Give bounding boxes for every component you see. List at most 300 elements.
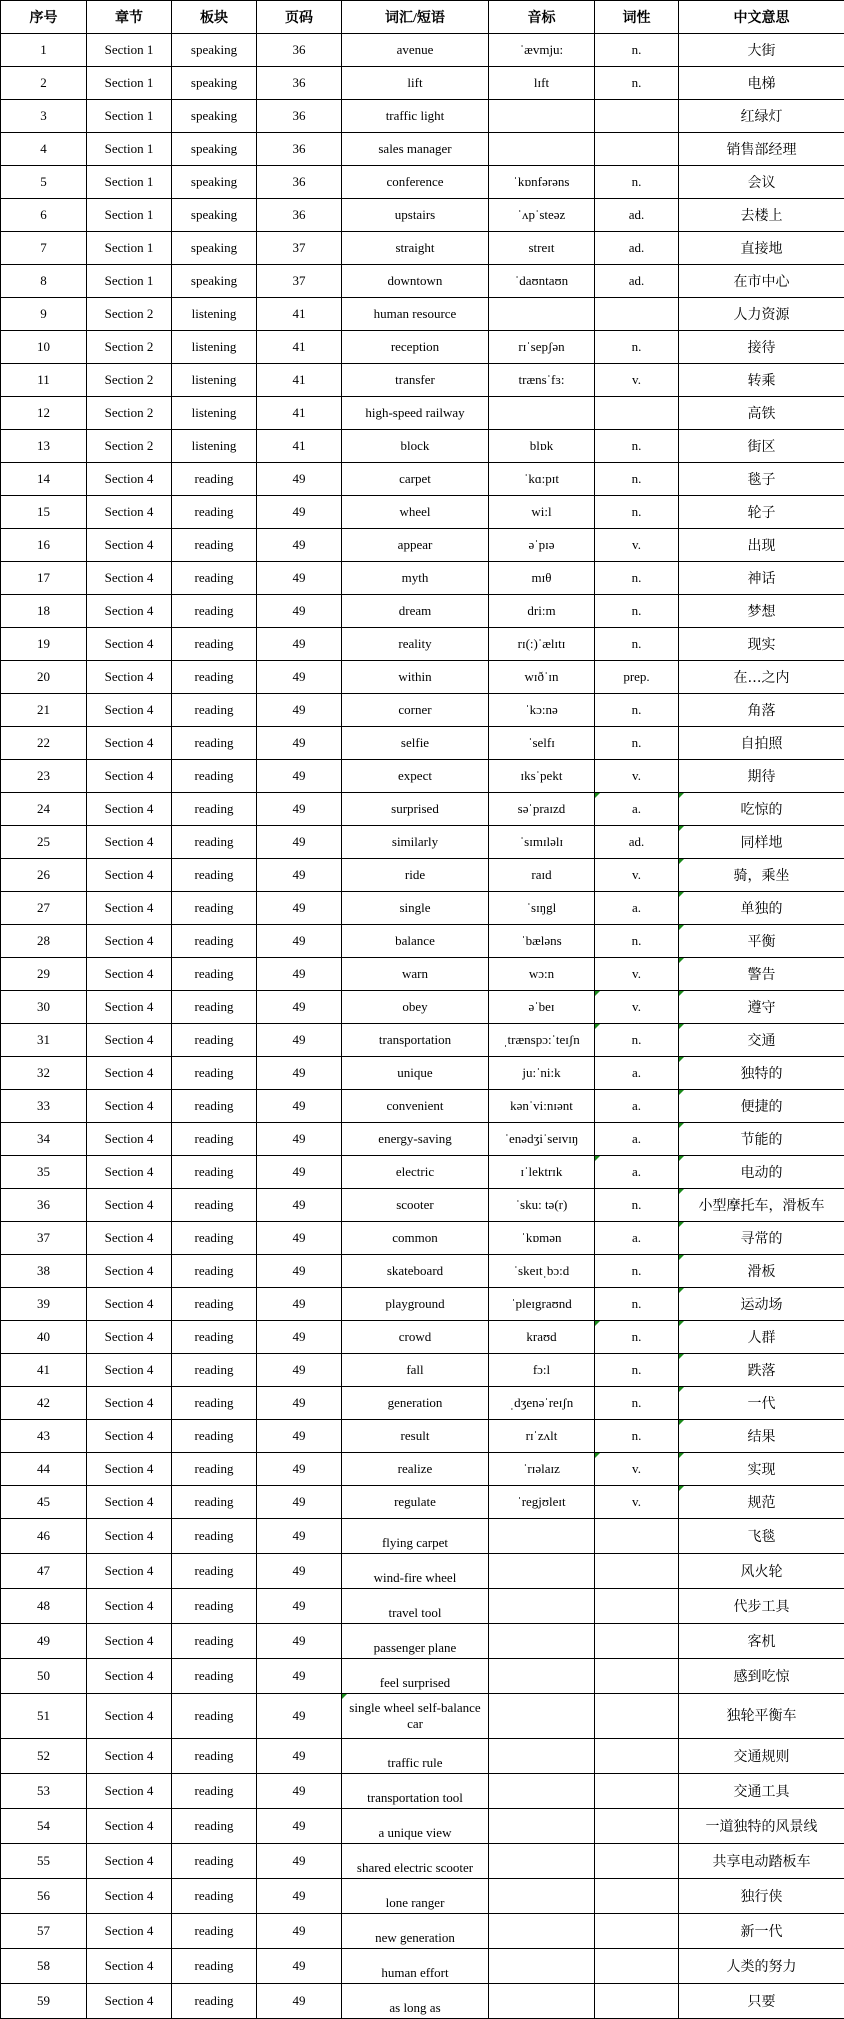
cell-section[interactable]: reading [172, 1156, 257, 1189]
cell-chapter[interactable]: Section 2 [87, 298, 172, 331]
cell-word[interactable]: similarly [342, 826, 489, 859]
cell-index[interactable]: 56 [1, 1879, 87, 1914]
cell-phonetic[interactable]: ˈsku: tə(r) [489, 1189, 595, 1222]
cell-part-of-speech[interactable] [595, 1589, 679, 1624]
cell-section[interactable]: reading [172, 1519, 257, 1554]
cell-chapter[interactable]: Section 4 [87, 1189, 172, 1222]
cell-word[interactable]: conference [342, 166, 489, 199]
cell-page[interactable]: 41 [257, 364, 342, 397]
cell-word[interactable]: common [342, 1222, 489, 1255]
cell-page[interactable]: 49 [257, 1387, 342, 1420]
cell-index[interactable]: 49 [1, 1624, 87, 1659]
cell-phonetic[interactable]: ɪˈlektrɪk [489, 1156, 595, 1189]
cell-chapter[interactable]: Section 4 [87, 1288, 172, 1321]
cell-page[interactable]: 49 [257, 1057, 342, 1090]
cell-section[interactable]: reading [172, 1024, 257, 1057]
cell-chinese-meaning[interactable]: 转乘 [679, 364, 844, 397]
cell-index[interactable]: 20 [1, 661, 87, 694]
cell-page[interactable]: 49 [257, 1519, 342, 1554]
cell-section[interactable]: reading [172, 1624, 257, 1659]
cell-word[interactable]: avenue [342, 34, 489, 67]
cell-page[interactable]: 49 [257, 496, 342, 529]
cell-part-of-speech[interactable] [595, 1694, 679, 1739]
cell-part-of-speech[interactable]: v. [595, 859, 679, 892]
cell-word[interactable]: high-speed railway [342, 397, 489, 430]
cell-section[interactable]: reading [172, 1486, 257, 1519]
cell-index[interactable]: 51 [1, 1694, 87, 1739]
cell-part-of-speech[interactable]: a. [595, 1222, 679, 1255]
cell-chinese-meaning[interactable]: 同样地 [679, 826, 844, 859]
cell-chinese-meaning[interactable]: 客机 [679, 1624, 844, 1659]
cell-phonetic[interactable] [489, 1519, 595, 1554]
cell-part-of-speech[interactable]: a. [595, 1123, 679, 1156]
cell-phonetic[interactable]: rɪ(:)ˈælɪtɪ [489, 628, 595, 661]
cell-page[interactable]: 36 [257, 133, 342, 166]
cell-section[interactable]: reading [172, 859, 257, 892]
cell-section[interactable]: reading [172, 628, 257, 661]
cell-chinese-meaning[interactable]: 结果 [679, 1420, 844, 1453]
cell-phonetic[interactable] [489, 1774, 595, 1809]
cell-part-of-speech[interactable] [595, 133, 679, 166]
cell-section[interactable]: reading [172, 1879, 257, 1914]
cell-part-of-speech[interactable]: n. [595, 1354, 679, 1387]
cell-page[interactable]: 36 [257, 199, 342, 232]
cell-chapter[interactable]: Section 1 [87, 265, 172, 298]
cell-page[interactable]: 49 [257, 1589, 342, 1624]
cell-chinese-meaning[interactable]: 街区 [679, 430, 844, 463]
cell-part-of-speech[interactable] [595, 1984, 679, 2019]
cell-section[interactable]: reading [172, 727, 257, 760]
cell-index[interactable]: 7 [1, 232, 87, 265]
cell-section[interactable]: speaking [172, 265, 257, 298]
cell-part-of-speech[interactable]: n. [595, 595, 679, 628]
cell-word[interactable]: warn [342, 958, 489, 991]
cell-chinese-meaning[interactable]: 平衡 [679, 925, 844, 958]
cell-phonetic[interactable]: ˈbæləns [489, 925, 595, 958]
cell-section[interactable]: listening [172, 298, 257, 331]
cell-phonetic[interactable]: ˈenədʒiˈseɪvɪŋ [489, 1123, 595, 1156]
cell-word[interactable]: realize [342, 1453, 489, 1486]
cell-index[interactable]: 14 [1, 463, 87, 496]
cell-page[interactable]: 49 [257, 1420, 342, 1453]
cell-chinese-meaning[interactable]: 人群 [679, 1321, 844, 1354]
cell-chapter[interactable]: Section 2 [87, 331, 172, 364]
cell-chapter[interactable]: Section 4 [87, 1739, 172, 1774]
cell-part-of-speech[interactable]: n. [595, 166, 679, 199]
cell-part-of-speech[interactable]: ad. [595, 199, 679, 232]
cell-chinese-meaning[interactable]: 吃惊的 [679, 793, 844, 826]
cell-chinese-meaning[interactable]: 运动场 [679, 1288, 844, 1321]
cell-phonetic[interactable]: ˌdʒenəˈreɪʃn [489, 1387, 595, 1420]
cell-phonetic[interactable] [489, 133, 595, 166]
cell-index[interactable]: 50 [1, 1659, 87, 1694]
cell-section[interactable]: reading [172, 1090, 257, 1123]
cell-word[interactable]: corner [342, 694, 489, 727]
cell-index[interactable]: 10 [1, 331, 87, 364]
cell-page[interactable]: 49 [257, 1739, 342, 1774]
cell-chinese-meaning[interactable]: 遵守 [679, 991, 844, 1024]
cell-chapter[interactable]: Section 4 [87, 1420, 172, 1453]
cell-chinese-meaning[interactable]: 角落 [679, 694, 844, 727]
cell-phonetic[interactable]: rɪˈzʌlt [489, 1420, 595, 1453]
cell-chinese-meaning[interactable]: 期待 [679, 760, 844, 793]
cell-chinese-meaning[interactable]: 小型摩托车，滑板车 [679, 1189, 844, 1222]
cell-chinese-meaning[interactable]: 代步工具 [679, 1589, 844, 1624]
cell-chinese-meaning[interactable]: 跌落 [679, 1354, 844, 1387]
cell-index[interactable]: 1 [1, 34, 87, 67]
cell-section[interactable]: reading [172, 694, 257, 727]
cell-phonetic[interactable]: blɒk [489, 430, 595, 463]
cell-word[interactable]: carpet [342, 463, 489, 496]
cell-page[interactable]: 49 [257, 1222, 342, 1255]
cell-chinese-meaning[interactable]: 独特的 [679, 1057, 844, 1090]
cell-part-of-speech[interactable] [595, 1879, 679, 1914]
cell-index[interactable]: 24 [1, 793, 87, 826]
cell-chinese-meaning[interactable]: 警告 [679, 958, 844, 991]
cell-part-of-speech[interactable]: n. [595, 562, 679, 595]
cell-index[interactable]: 4 [1, 133, 87, 166]
cell-index[interactable]: 12 [1, 397, 87, 430]
cell-section[interactable]: reading [172, 1354, 257, 1387]
cell-section[interactable]: reading [172, 1554, 257, 1589]
cell-word[interactable]: single wheel self-balance car [342, 1694, 489, 1739]
cell-page[interactable]: 49 [257, 529, 342, 562]
cell-word[interactable]: lift [342, 67, 489, 100]
cell-phonetic[interactable]: raɪd [489, 859, 595, 892]
cell-chapter[interactable]: Section 4 [87, 496, 172, 529]
cell-page[interactable]: 36 [257, 34, 342, 67]
cell-section[interactable]: reading [172, 1387, 257, 1420]
cell-chapter[interactable]: Section 4 [87, 1879, 172, 1914]
cell-index[interactable]: 40 [1, 1321, 87, 1354]
cell-word[interactable]: electric [342, 1156, 489, 1189]
cell-part-of-speech[interactable] [595, 1844, 679, 1879]
cell-index[interactable]: 38 [1, 1255, 87, 1288]
cell-phonetic[interactable]: mɪθ [489, 562, 595, 595]
cell-chapter[interactable]: Section 2 [87, 397, 172, 430]
cell-chinese-meaning[interactable]: 轮子 [679, 496, 844, 529]
cell-index[interactable]: 33 [1, 1090, 87, 1123]
cell-part-of-speech[interactable]: a. [595, 1156, 679, 1189]
cell-page[interactable]: 49 [257, 1624, 342, 1659]
cell-index[interactable]: 3 [1, 100, 87, 133]
cell-chapter[interactable]: Section 4 [87, 1321, 172, 1354]
cell-section[interactable]: reading [172, 892, 257, 925]
cell-chinese-meaning[interactable]: 神话 [679, 562, 844, 595]
cell-index[interactable]: 43 [1, 1420, 87, 1453]
cell-word[interactable]: new generation [342, 1914, 489, 1949]
cell-index[interactable]: 9 [1, 298, 87, 331]
cell-phonetic[interactable] [489, 1694, 595, 1739]
cell-page[interactable]: 36 [257, 67, 342, 100]
cell-word[interactable]: human resource [342, 298, 489, 331]
cell-part-of-speech[interactable]: a. [595, 1090, 679, 1123]
cell-word[interactable]: sales manager [342, 133, 489, 166]
cell-chapter[interactable]: Section 1 [87, 67, 172, 100]
cell-phonetic[interactable] [489, 1739, 595, 1774]
cell-chapter[interactable]: Section 4 [87, 562, 172, 595]
cell-word[interactable]: traffic light [342, 100, 489, 133]
cell-phonetic[interactable]: ˈkɒmən [489, 1222, 595, 1255]
cell-phonetic[interactable]: trænsˈfɜ: [489, 364, 595, 397]
cell-part-of-speech[interactable] [595, 397, 679, 430]
cell-chapter[interactable]: Section 4 [87, 628, 172, 661]
cell-chinese-meaning[interactable]: 接待 [679, 331, 844, 364]
cell-section[interactable]: reading [172, 562, 257, 595]
cell-page[interactable]: 49 [257, 562, 342, 595]
cell-chinese-meaning[interactable]: 骑，乘坐 [679, 859, 844, 892]
cell-page[interactable]: 49 [257, 463, 342, 496]
cell-chapter[interactable]: Section 4 [87, 1090, 172, 1123]
cell-phonetic[interactable] [489, 1659, 595, 1694]
cell-chapter[interactable]: Section 4 [87, 1453, 172, 1486]
cell-chinese-meaning[interactable]: 滑板 [679, 1255, 844, 1288]
cell-section[interactable]: reading [172, 595, 257, 628]
cell-page[interactable]: 49 [257, 661, 342, 694]
cell-index[interactable]: 36 [1, 1189, 87, 1222]
cell-chinese-meaning[interactable]: 感到吃惊 [679, 1659, 844, 1694]
cell-phonetic[interactable]: ˈsɪmɪləlɪ [489, 826, 595, 859]
cell-section[interactable]: reading [172, 1255, 257, 1288]
cell-chinese-meaning[interactable]: 出现 [679, 529, 844, 562]
cell-page[interactable]: 49 [257, 1809, 342, 1844]
cell-word[interactable]: downtown [342, 265, 489, 298]
cell-page[interactable]: 49 [257, 1156, 342, 1189]
cell-section[interactable]: reading [172, 1189, 257, 1222]
cell-phonetic[interactable]: ˈævmju: [489, 34, 595, 67]
cell-word[interactable]: generation [342, 1387, 489, 1420]
cell-part-of-speech[interactable]: n. [595, 1387, 679, 1420]
cell-index[interactable]: 39 [1, 1288, 87, 1321]
cell-page[interactable]: 49 [257, 793, 342, 826]
cell-section[interactable]: reading [172, 529, 257, 562]
cell-chinese-meaning[interactable]: 人类的努力 [679, 1949, 844, 1984]
cell-section[interactable]: reading [172, 1694, 257, 1739]
cell-phonetic[interactable]: ˌtrænspɔ:ˈteɪʃn [489, 1024, 595, 1057]
cell-word[interactable]: reception [342, 331, 489, 364]
cell-page[interactable]: 49 [257, 694, 342, 727]
cell-chapter[interactable]: Section 4 [87, 661, 172, 694]
cell-phonetic[interactable]: dri:m [489, 595, 595, 628]
cell-part-of-speech[interactable]: a. [595, 1057, 679, 1090]
cell-word[interactable]: regulate [342, 1486, 489, 1519]
cell-chinese-meaning[interactable]: 一道独特的风景线 [679, 1809, 844, 1844]
cell-chapter[interactable]: Section 4 [87, 1222, 172, 1255]
cell-section[interactable]: reading [172, 925, 257, 958]
cell-index[interactable]: 13 [1, 430, 87, 463]
cell-chapter[interactable]: Section 4 [87, 529, 172, 562]
cell-chapter[interactable]: Section 4 [87, 1949, 172, 1984]
cell-word[interactable]: transfer [342, 364, 489, 397]
cell-section[interactable]: reading [172, 826, 257, 859]
cell-chapter[interactable]: Section 2 [87, 364, 172, 397]
cell-part-of-speech[interactable]: v. [595, 760, 679, 793]
cell-chapter[interactable]: Section 4 [87, 1624, 172, 1659]
cell-index[interactable]: 54 [1, 1809, 87, 1844]
cell-part-of-speech[interactable]: a. [595, 793, 679, 826]
cell-word[interactable]: scooter [342, 1189, 489, 1222]
cell-page[interactable]: 49 [257, 958, 342, 991]
cell-chapter[interactable]: Section 4 [87, 1519, 172, 1554]
cell-word[interactable]: single [342, 892, 489, 925]
cell-word[interactable]: as long as [342, 1984, 489, 2019]
cell-part-of-speech[interactable]: n. [595, 34, 679, 67]
cell-phonetic[interactable] [489, 1949, 595, 1984]
cell-page[interactable]: 49 [257, 1694, 342, 1739]
cell-chapter[interactable]: Section 4 [87, 958, 172, 991]
cell-page[interactable]: 49 [257, 1486, 342, 1519]
cell-word[interactable]: wheel [342, 496, 489, 529]
cell-chinese-meaning[interactable]: 新一代 [679, 1914, 844, 1949]
cell-index[interactable]: 45 [1, 1486, 87, 1519]
cell-chinese-meaning[interactable]: 节能的 [679, 1123, 844, 1156]
cell-phonetic[interactable]: ˈrɪəlaɪz [489, 1453, 595, 1486]
cell-chapter[interactable]: Section 4 [87, 826, 172, 859]
cell-chapter[interactable]: Section 4 [87, 1694, 172, 1739]
cell-word[interactable]: transportation tool [342, 1774, 489, 1809]
cell-phonetic[interactable]: ˈskeɪtˌbɔ:d [489, 1255, 595, 1288]
cell-section[interactable]: reading [172, 1057, 257, 1090]
cell-word[interactable]: a unique view [342, 1809, 489, 1844]
cell-page[interactable]: 49 [257, 1288, 342, 1321]
cell-word[interactable]: traffic rule [342, 1739, 489, 1774]
cell-chinese-meaning[interactable]: 直接地 [679, 232, 844, 265]
cell-section[interactable]: speaking [172, 199, 257, 232]
cell-part-of-speech[interactable]: ad. [595, 826, 679, 859]
cell-chapter[interactable]: Section 4 [87, 595, 172, 628]
cell-chapter[interactable]: Section 4 [87, 1387, 172, 1420]
cell-chapter[interactable]: Section 1 [87, 166, 172, 199]
cell-phonetic[interactable] [489, 397, 595, 430]
cell-index[interactable]: 21 [1, 694, 87, 727]
cell-part-of-speech[interactable]: v. [595, 991, 679, 1024]
cell-phonetic[interactable]: ˈkɑ:pɪt [489, 463, 595, 496]
cell-page[interactable]: 49 [257, 991, 342, 1024]
cell-phonetic[interactable] [489, 1554, 595, 1589]
cell-chapter[interactable]: Section 4 [87, 991, 172, 1024]
cell-phonetic[interactable]: streɪt [489, 232, 595, 265]
cell-word[interactable]: reality [342, 628, 489, 661]
cell-chinese-meaning[interactable]: 电梯 [679, 67, 844, 100]
cell-phonetic[interactable] [489, 1914, 595, 1949]
cell-index[interactable]: 41 [1, 1354, 87, 1387]
cell-word[interactable]: ride [342, 859, 489, 892]
cell-phonetic[interactable]: kənˈvi:nɪənt [489, 1090, 595, 1123]
cell-part-of-speech[interactable]: n. [595, 430, 679, 463]
cell-word[interactable]: skateboard [342, 1255, 489, 1288]
cell-part-of-speech[interactable] [595, 1774, 679, 1809]
cell-index[interactable]: 8 [1, 265, 87, 298]
cell-phonetic[interactable] [489, 100, 595, 133]
cell-part-of-speech[interactable]: n. [595, 463, 679, 496]
cell-word[interactable]: energy-saving [342, 1123, 489, 1156]
cell-section[interactable]: reading [172, 1288, 257, 1321]
cell-phonetic[interactable]: ɪksˈpekt [489, 760, 595, 793]
cell-index[interactable]: 25 [1, 826, 87, 859]
cell-phonetic[interactable]: ˈpleɪgraʊnd [489, 1288, 595, 1321]
cell-index[interactable]: 31 [1, 1024, 87, 1057]
cell-index[interactable]: 57 [1, 1914, 87, 1949]
cell-part-of-speech[interactable] [595, 1809, 679, 1844]
cell-phonetic[interactable]: fɔ:l [489, 1354, 595, 1387]
cell-chapter[interactable]: Section 4 [87, 1984, 172, 2019]
cell-chapter[interactable]: Section 4 [87, 1486, 172, 1519]
cell-chinese-meaning[interactable]: 寻常的 [679, 1222, 844, 1255]
cell-chinese-meaning[interactable]: 会议 [679, 166, 844, 199]
cell-index[interactable]: 53 [1, 1774, 87, 1809]
cell-word[interactable]: human effort [342, 1949, 489, 1984]
cell-word[interactable]: playground [342, 1288, 489, 1321]
cell-section[interactable]: reading [172, 1739, 257, 1774]
cell-chinese-meaning[interactable]: 电动的 [679, 1156, 844, 1189]
cell-section[interactable]: reading [172, 958, 257, 991]
cell-page[interactable]: 49 [257, 892, 342, 925]
cell-phonetic[interactable]: wi:l [489, 496, 595, 529]
cell-chinese-meaning[interactable]: 在市中心 [679, 265, 844, 298]
cell-section[interactable]: reading [172, 463, 257, 496]
cell-part-of-speech[interactable]: n. [595, 925, 679, 958]
cell-chapter[interactable]: Section 4 [87, 1914, 172, 1949]
cell-index[interactable]: 28 [1, 925, 87, 958]
cell-chinese-meaning[interactable]: 红绿灯 [679, 100, 844, 133]
cell-page[interactable]: 49 [257, 1914, 342, 1949]
cell-chinese-meaning[interactable]: 在…之内 [679, 661, 844, 694]
cell-page[interactable]: 49 [257, 1774, 342, 1809]
cell-section[interactable]: reading [172, 1123, 257, 1156]
cell-part-of-speech[interactable]: n. [595, 331, 679, 364]
cell-part-of-speech[interactable] [595, 1659, 679, 1694]
cell-part-of-speech[interactable]: n. [595, 67, 679, 100]
cell-phonetic[interactable]: ju:ˈni:k [489, 1057, 595, 1090]
cell-phonetic[interactable] [489, 1879, 595, 1914]
cell-chapter[interactable]: Section 4 [87, 1255, 172, 1288]
cell-page[interactable]: 49 [257, 595, 342, 628]
cell-index[interactable]: 2 [1, 67, 87, 100]
cell-chinese-meaning[interactable]: 自拍照 [679, 727, 844, 760]
cell-phonetic[interactable]: əˈbeɪ [489, 991, 595, 1024]
cell-phonetic[interactable] [489, 298, 595, 331]
cell-phonetic[interactable]: ˈselfɪ [489, 727, 595, 760]
cell-index[interactable]: 22 [1, 727, 87, 760]
cell-phonetic[interactable]: ˈkɒnfərəns [489, 166, 595, 199]
cell-chinese-meaning[interactable]: 销售部经理 [679, 133, 844, 166]
cell-word[interactable]: selfie [342, 727, 489, 760]
cell-section[interactable]: listening [172, 430, 257, 463]
cell-word[interactable]: expect [342, 760, 489, 793]
cell-index[interactable]: 48 [1, 1589, 87, 1624]
cell-page[interactable]: 36 [257, 100, 342, 133]
cell-section[interactable]: reading [172, 1321, 257, 1354]
cell-word[interactable]: shared electric scooter [342, 1844, 489, 1879]
cell-chinese-meaning[interactable]: 去楼上 [679, 199, 844, 232]
cell-section[interactable]: reading [172, 1809, 257, 1844]
cell-chapter[interactable]: Section 4 [87, 1774, 172, 1809]
cell-section[interactable]: reading [172, 661, 257, 694]
cell-phonetic[interactable]: ˈʌpˈsteəz [489, 199, 595, 232]
cell-part-of-speech[interactable]: n. [595, 1288, 679, 1321]
cell-chapter[interactable]: Section 4 [87, 1809, 172, 1844]
cell-part-of-speech[interactable] [595, 1914, 679, 1949]
cell-chapter[interactable]: Section 4 [87, 1354, 172, 1387]
cell-index[interactable]: 46 [1, 1519, 87, 1554]
cell-section[interactable]: reading [172, 1420, 257, 1453]
cell-index[interactable]: 5 [1, 166, 87, 199]
cell-index[interactable]: 55 [1, 1844, 87, 1879]
cell-section[interactable]: listening [172, 397, 257, 430]
cell-page[interactable]: 49 [257, 1123, 342, 1156]
cell-chinese-meaning[interactable]: 交通规则 [679, 1739, 844, 1774]
cell-part-of-speech[interactable]: prep. [595, 661, 679, 694]
